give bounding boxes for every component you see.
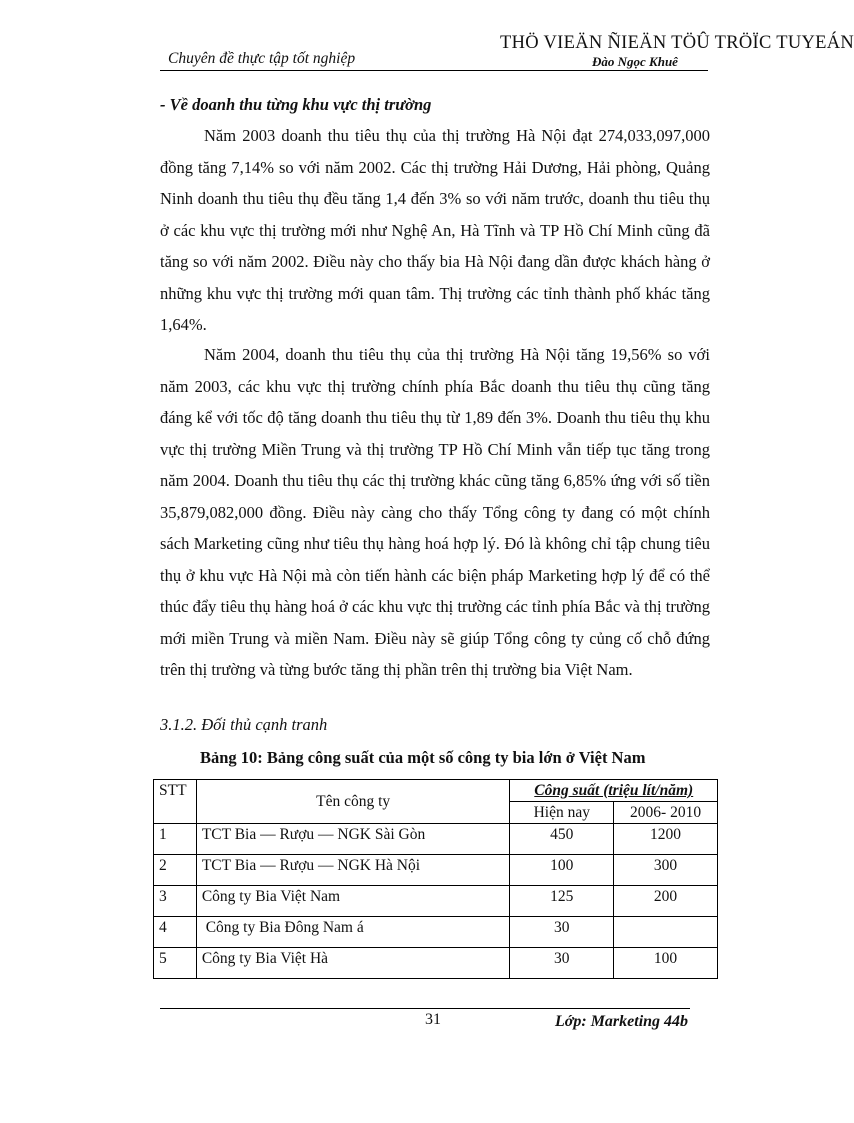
table-row [154, 917, 718, 948]
cell-future [614, 917, 718, 948]
table-header-row [154, 780, 718, 802]
cell-current: 100 [510, 855, 614, 886]
cell-company: TCT Bia — Rượu — NGK Sài Gòn [196, 824, 510, 855]
subsection-heading: 3.1.2. Đối thủ cạnh tranh [160, 715, 328, 734]
paragraph-2003: Năm 2003 doanh thu tiêu thụ của thị trường Hà Nội đạt 274,033,097,000 đồng tăng 7,14% so với năm 2002. Các thị trường Hải Dương, Hải phòng, Quảng Ninh doanh thu tiêu thụ đều tăng 1,4 đến 3% so với năm trước, doanh thu tiêu thụ ở các khu vực thị trường mới như Nghệ An, Hà Tĩnh và TP Hồ Chí Minh cũng đã tăng so với năm 2002. Điều này cho thấy bia Hà Nội đang dần được khách hàng ở những khu vực thị trường mới quan tâm. Thị trường các tỉnh thành phố khác tăng 1,64%. [160, 126, 710, 334]
cell-company: Công ty Bia Việt Nam [196, 886, 510, 917]
header-2006-2010: 2006- 2010 [614, 802, 718, 824]
cell-current: 30 [510, 948, 614, 979]
header-author: Đào Ngọc Khuê [592, 54, 678, 69]
cell-future: 1200 [614, 824, 718, 855]
capacity-table [153, 779, 718, 979]
cell-company: Công ty Bia Việt Hà [196, 948, 510, 979]
footer-class-label: Lớp: Marketing 44b [555, 1013, 689, 1030]
cell-company: TCT Bia — Rượu — NGK Hà Nội [196, 855, 510, 886]
header-library-watermark: THÖ VIEÄN ÑIEÄN TÖÛ TRÖÏC TUYEÁN [500, 33, 854, 53]
cell-current: 125 [510, 886, 614, 917]
cell-current: 30 [510, 917, 614, 948]
cell-stt: 4 [154, 917, 197, 948]
page-number: 31 [425, 1011, 441, 1028]
footer-divider [160, 1008, 690, 1009]
header-current: Hiện nay [510, 802, 614, 824]
header-stt: STT [154, 780, 197, 824]
table-caption: Bảng 10: Bảng công suất của một số công ty bia lớn ở Việt Nam [200, 748, 646, 767]
cell-company: Công ty Bia Đông Nam á [196, 917, 510, 948]
header-document-title: Chuyên đề thực tập tốt nghiệp [168, 50, 356, 67]
cell-future: 300 [614, 855, 718, 886]
cell-current: 450 [510, 824, 614, 855]
header-divider [160, 70, 708, 71]
cell-stt: 2 [154, 855, 197, 886]
paragraph-2004: Năm 2004, doanh thu tiêu thụ của thị trường Hà Nội tăng 19,56% so với năm 2003, các khu vực thị trường chính phía Bắc doanh thu tiêu thụ cũng tăng đáng kể với tốc độ tăng doanh thu tiêu thụ từ 1,89 đến 3%. Doanh thu tiêu thụ khu vực thị trường Miền Trung và thị trường TP Hồ Chí Minh vẫn tiếp tục tăng trong năm 2004. Doanh thu tiêu thụ các thị trường khác cũng tăng 6,85% ứng với số tiền 35,879,082,000 đồng. Điều này càng cho thấy Tổng công ty đang có một chính sách Marketing cũng như tiêu thụ hàng hoá hợp lý. Đó là không chỉ tập chung tiêu thụ ở khu vực Hà Nội mà còn tiến hành các biện pháp Marketing hợp lý để có thể thúc đẩy tiêu thụ hàng hoá ở các khu vực thị trường các tỉnh phía Bắc và thị trường mới miền Trung và miền Nam. Điều này sẽ giúp Tổng công ty củng cố chỗ đứng trên thị trường và từng bước tăng thị phần trên thị trường bia Việt Nam. [160, 345, 710, 679]
section-heading: - Về doanh thu từng khu vực thị trường [160, 95, 432, 114]
header-capacity: Công suất (triệu lít/năm) [510, 780, 718, 802]
cell-stt: 3 [154, 886, 197, 917]
table-row [154, 824, 718, 855]
table-row [154, 886, 718, 917]
header-company-name: Tên công ty [196, 780, 510, 824]
table-row [154, 855, 718, 886]
table-row [154, 948, 718, 979]
cell-stt: 5 [154, 948, 197, 979]
cell-future: 200 [614, 886, 718, 917]
cell-stt: 1 [154, 824, 197, 855]
cell-future: 100 [614, 948, 718, 979]
